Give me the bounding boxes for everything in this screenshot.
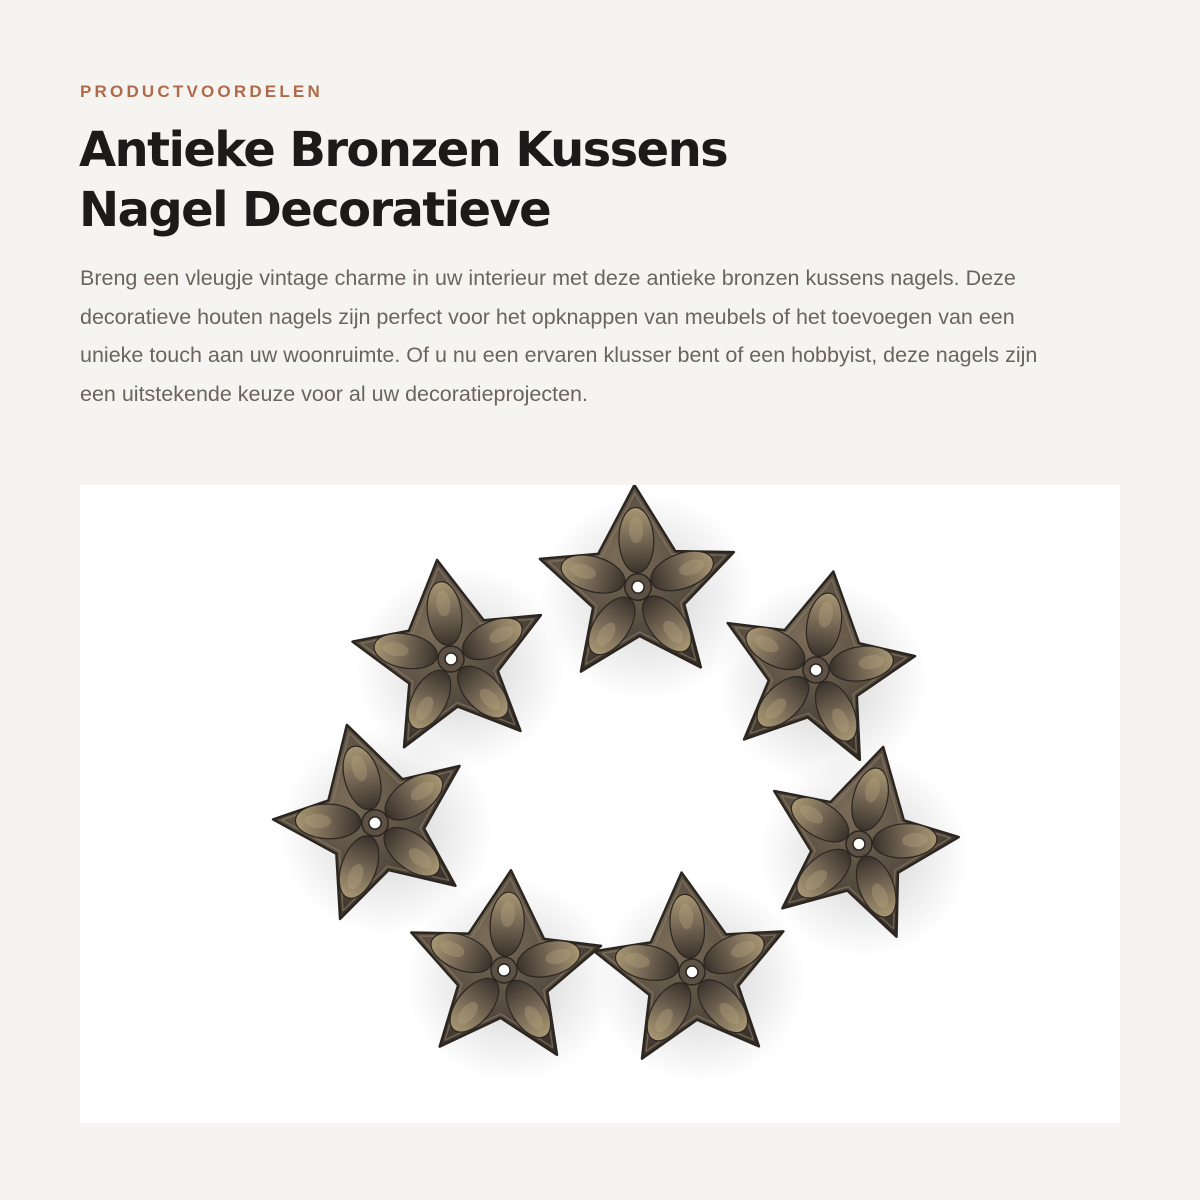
section-eyebrow: PRODUCTVOORDELEN [80, 82, 323, 101]
page-title [79, 120, 979, 240]
product-description: Breng een vleugje vintage charme in uw interieur met deze antieke bronzen kussens nagels. Deze decoratieve houten nagels zijn perfect voor het opknappen van meubels of het toevoegen van een unieke touch aan uw woonruimte. Of u nu een ervaren klusser bent of een hobbyist, deze nagels zijn een uitstekende keuze voor al uw decoratieprojecten. [80, 266, 1038, 406]
title-line-2: Nagel Decoratieve [79, 182, 551, 238]
product-photo-svg [80, 485, 1120, 1123]
title-line-1: Antieke Bronzen Kussens [79, 122, 728, 178]
product-image [80, 485, 1120, 1123]
